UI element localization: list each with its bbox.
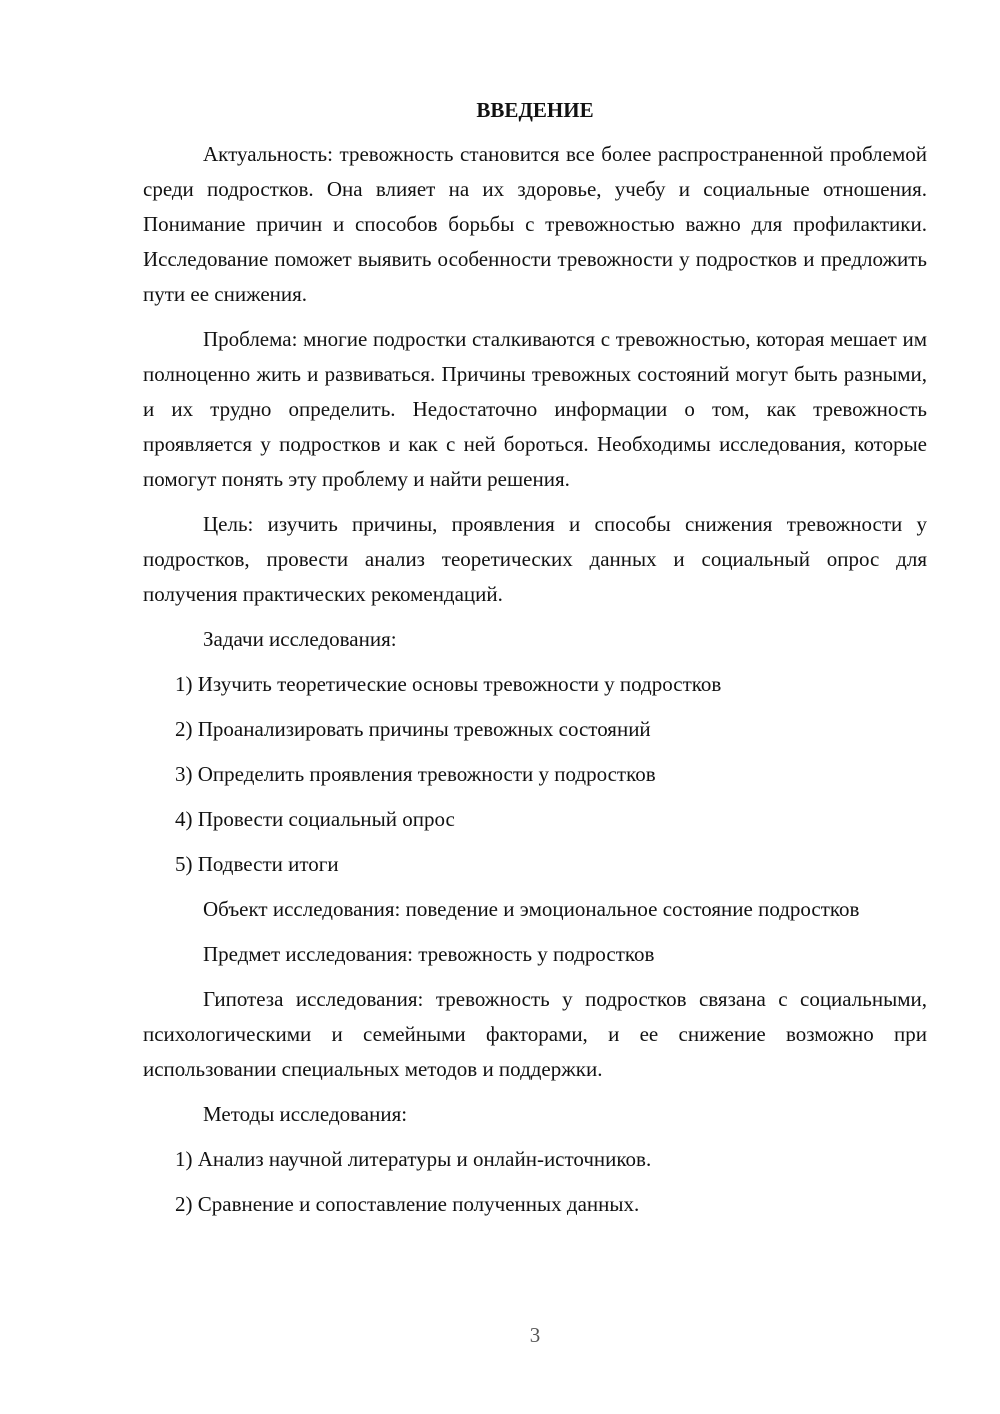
document-body xyxy=(143,94,927,1232)
task-item: 5) Подвести итоги xyxy=(175,852,339,876)
problem-paragraph: Проблема: многие подростки сталкиваются с тревожностью, которая мешает им полноценно жить и развиваться. Причины тревожных состояний могут быть разными, и их трудно определить. Недостаточно информации о том, как тревожность проявляется у подростков и как с ней бороться. Необходимы исследования, которые помогут понять эту проблему и найти решения. xyxy=(143,327,927,491)
relevance-paragraph: Актуальность: тревожность становится все более распространенной проблемой среди подростков. Она влияет на их здоровье, учебу и социальные отношения. Понимание причин и способов борьбы с тревожностью важно для профилактики. Исследование поможет выявить особенности тревожности у подростков и предложить пути ее снижения. xyxy=(143,142,927,306)
goal-paragraph: Цель: изучить причины, проявления и способы снижения тревожности у подростков, провести анализ теоретических данных и социальный опрос для получения практических рекомендаций. xyxy=(143,512,927,606)
methods-label: Методы исследования: xyxy=(203,1102,408,1126)
object-paragraph: Объект исследования: поведение и эмоциональное состояние подростков xyxy=(203,897,860,921)
page-number: 3 xyxy=(529,1323,541,1347)
task-item: 1) Изучить теоретические основы тревожности у подростков xyxy=(175,672,722,696)
task-item: 4) Провести социальный опрос xyxy=(175,807,455,831)
tasks-label: Задачи исследования: xyxy=(203,627,397,651)
hypothesis-paragraph: Гипотеза исследования: тревожность у подростков связана с социальными, психологическими и семейными факторами, и ее снижение возможно при использовании специальных методов и поддержки. xyxy=(143,987,927,1081)
task-item: 2) Проанализировать причины тревожных состояний xyxy=(175,717,651,741)
method-item: 1) Анализ научной литературы и онлайн-источников. xyxy=(175,1147,652,1171)
section-title: ВВЕДЕНИЕ xyxy=(476,98,594,122)
subject-paragraph: Предмет исследования: тревожность у подростков xyxy=(203,942,655,966)
task-item: 3) Определить проявления тревожности у подростков xyxy=(175,762,656,786)
method-item: 2) Сравнение и сопоставление полученных данных. xyxy=(175,1192,640,1216)
